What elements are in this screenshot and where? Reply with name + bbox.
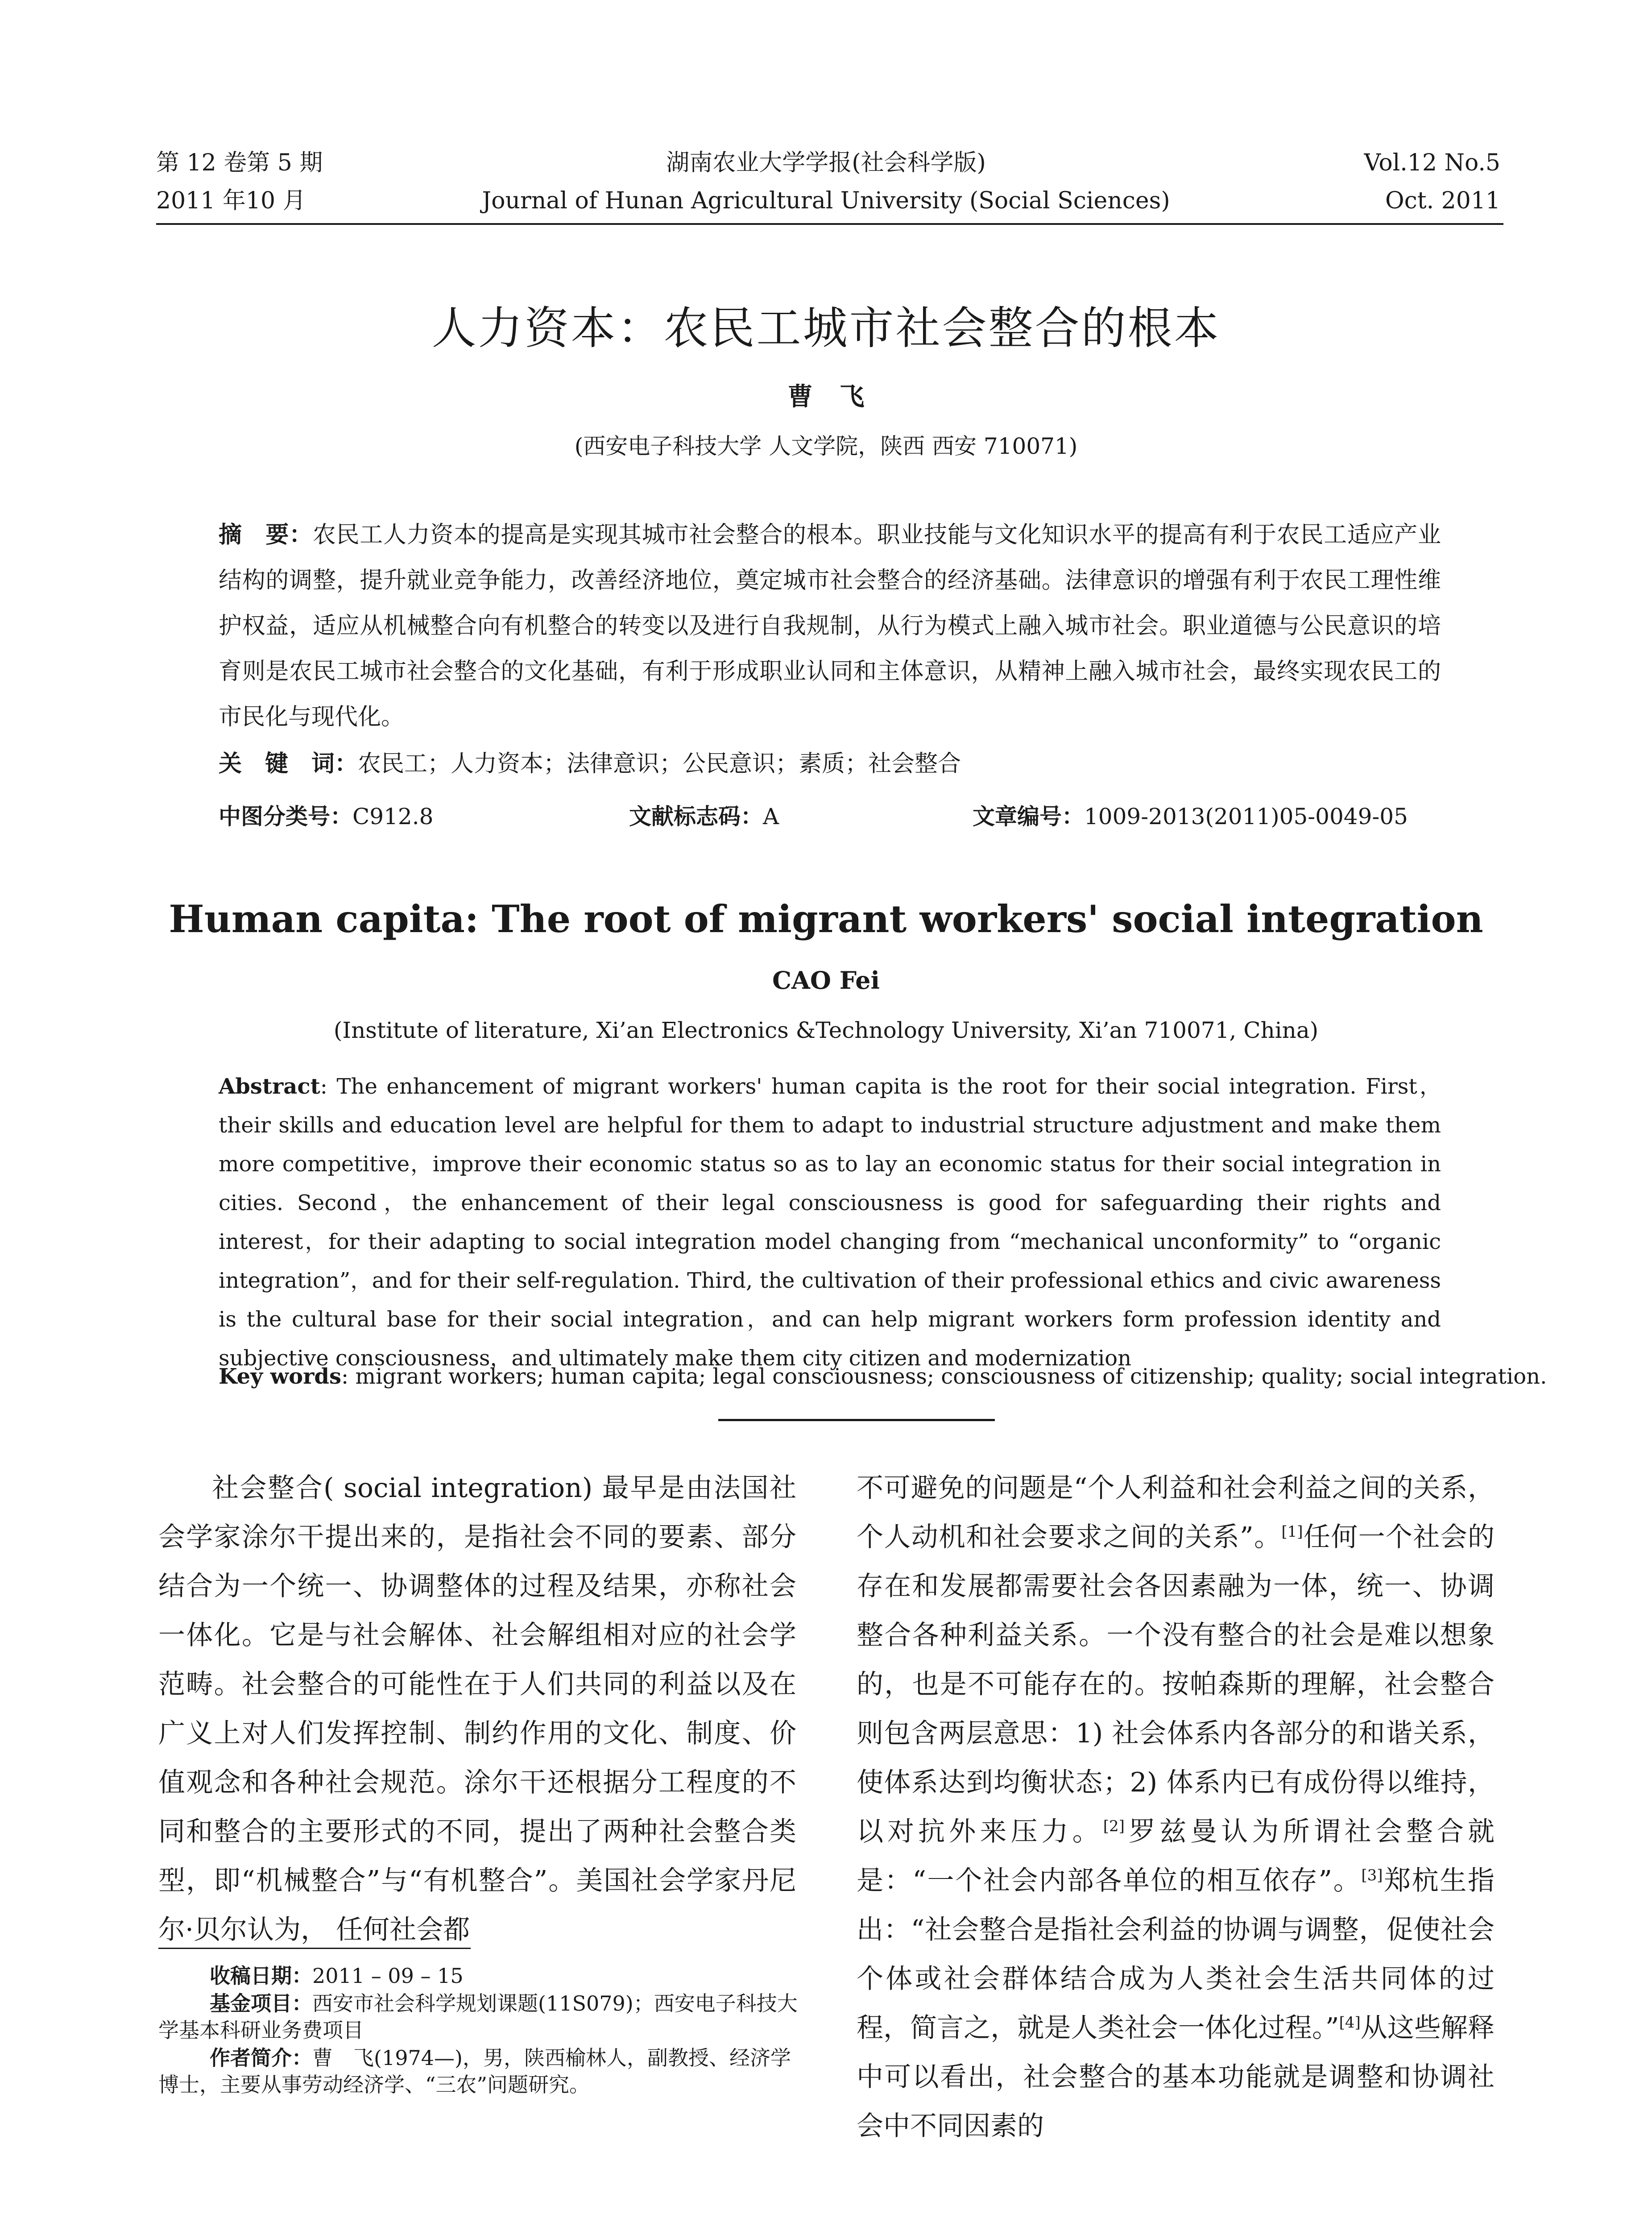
affiliation-cn: (西安电子科技大学 人文学院，陕西 西安 710071) [574, 433, 1078, 459]
body-text: 罗兹曼认为所谓社会整合就是：“一个社会内部各单位的相互依存”。 [857, 1816, 1495, 1896]
keywords-en [219, 1359, 1547, 1394]
title-en: Human capita: The root of migrant workers' social integration [169, 897, 1483, 941]
footnote-label: 基金项目： [210, 1991, 312, 2015]
article-number [973, 799, 1408, 834]
affiliation-en: (Institute of literature, Xi’an Electronics &Technology University, Xi’an 710071, China) [333, 1017, 1319, 1043]
doc-code-value: A [763, 804, 779, 829]
keywords-en-label: Key words [219, 1364, 342, 1389]
body-text: 不可避免的问题是“个人利益和社会利益之间的关系， 个人动机和社会要求之间的关系”。 [857, 1472, 1495, 1553]
author-en: CAO Fei [772, 966, 880, 995]
header-date-cn: 2011 年10 月 [156, 187, 306, 214]
clc-label: 中图分类号： [219, 804, 352, 829]
citation-ref: [4] [1339, 2014, 1361, 2032]
abstract-cn-label: 摘 要： [219, 522, 313, 548]
keywords-cn-text: 农民工；人力资本；法律意识；公民意识；素质；社会整合 [358, 751, 961, 777]
abstract-en [219, 1067, 1441, 1378]
footnote-value: 西安市社会科学规划课题(11S079)；西安电子科技大学基本科研业务费项目 [158, 1991, 798, 2042]
citation-ref: [2] [1103, 1817, 1125, 1835]
footnote-rule [158, 1948, 471, 1949]
citation-ref: [1] [1281, 1523, 1303, 1541]
footnote-label: 作者简介： [210, 2046, 312, 2070]
clc-number [219, 799, 433, 834]
header-volume-en: Vol.12 No.5 [1364, 149, 1500, 176]
section-divider [718, 1419, 995, 1421]
abstract-cn-text: 农民工人力资本的提高是实现其城市社会整合的根本。职业技能与文化知识水平的提高有利于农民工适应产业结构的调整，提升就业竞争能力，改善经济地位，奠定城市社会整合的经济基础。法律意识的增强有利于农民工理性维护权益，适应从机械整合向有机整合的转变以及进行自我规制，从行为模式上融入城市社会。职业道德与公民意识的培育则是农民工城市社会整合的文化基础，有利于形成职业认同和主体意识，从精神上融入城市社会，最终实现农民工的市民化与现代化。 [219, 522, 1441, 730]
keywords-cn [219, 746, 961, 782]
article-number-label: 文章编号： [973, 804, 1084, 829]
keywords-en-text: : migrant workers; human capita; legal consciousness; consciousness of citizenship; quality; social integration. [341, 1364, 1547, 1389]
document-code [629, 799, 779, 834]
footnote-fund [158, 1990, 801, 2044]
header-journal-en: Journal of Hunan Agricultural University (Social Sciences) [482, 187, 1170, 214]
footnote-value: 曹 飞(1974—)，男，陕西榆林人，副教授、经济学博士，主要从事劳动经济学、“三农”问题研究。 [158, 2046, 791, 2097]
header-journal-cn: 湖南农业大学学报(社会科学版) [666, 149, 986, 176]
abstract-en-text: : The enhancement of migrant workers' human capita is the root for their social integration. First，their skills and education level are helpful for them to adapt to industrial structure adjustment and make them more competitive，improve their economic status so as to lay an economic status for their social integration in cities. Second，the enhancement of their legal consciousness is good for safeguarding their rights and interest，for their adapting to social integration model changing from “mechanical unconformity” to “organic integration”，and for their self-regulation. Third, the cultivation of their professional ethics and civic awareness is the cultural base for their social integration，and can help migrant workers form profession identity and subjective consciousness，and ultimately make them city citizen and modernization [219, 1074, 1441, 1371]
footnote-label: 收稿日期： [210, 1964, 312, 1988]
title-cn: 人力资本：农民工城市社会整合的根本 [431, 302, 1221, 354]
abstract-cn [219, 512, 1441, 740]
abstract-en-label: Abstract [219, 1074, 320, 1099]
header-volume-cn: 第 12 卷第 5 期 [156, 149, 323, 176]
footnote-bio [158, 2044, 801, 2098]
clc-value: C912.8 [352, 804, 434, 829]
header-rule [156, 223, 1503, 225]
footnotes [158, 1962, 801, 2099]
body-text: 任何一个社会的存在和发展都需要社会各因素融为一体，统一、协调整合各种利益关系。一个没有整合的社会是难以想象的，也是不可能存在的。按帕森斯的理解，社会整合则包含两层意思：1) 社会体系内各部分的和谐关系，使体系达到均衡状态；2) 体系内已有成份得以维持，以对抗外来压力。 [857, 1522, 1495, 1847]
keywords-cn-label: 关 键 词： [219, 751, 358, 777]
body-text: 从这些解释中可以看出，社会整合的基本功能就是调整和协调社会中不同因素的 [857, 2012, 1495, 2142]
body-text: 郑杭生指出：“社会整合是指社会利益的协调与调整，促使社会个体或社会群体结合成为人类社会生活共同体的过程，简言之，就是人类社会一体化过程。” [857, 1865, 1495, 2044]
article-number-value: 1009-2013(2011)05-0049-05 [1084, 804, 1408, 829]
footnote-received [158, 1962, 801, 1989]
footnote-value: 2011 – 09 – 15 [312, 1964, 464, 1988]
body-column-right [857, 1464, 1495, 2151]
body-column-left: 社会整合( social integration) 最早是由法国社会学家涂尔干提出来的，是指社会不同的要素、部分结合为一个统一、协调整体的过程及结果，亦称社会一体化。它是与社会解体、社会解组相对应的社会学范畴。社会整合的可能性在于人们共同的利益以及在广义上对人们发挥控制、制约作用的文化、制度、价值观念和各种社会规范。涂尔干还根据分工程度的不同和整合的主要形式的不同，提出了两种社会整合类型，即“机械整合”与“有机整合”。美国社会学家丹尼尔·贝尔认为， 任何社会都 [158, 1472, 796, 1945]
author-cn: 曹飞 [787, 382, 891, 411]
doc-code-label: 文献标志码： [629, 804, 763, 829]
citation-ref: [3] [1361, 1866, 1383, 1884]
header-date-en: Oct. 2011 [1385, 187, 1500, 214]
